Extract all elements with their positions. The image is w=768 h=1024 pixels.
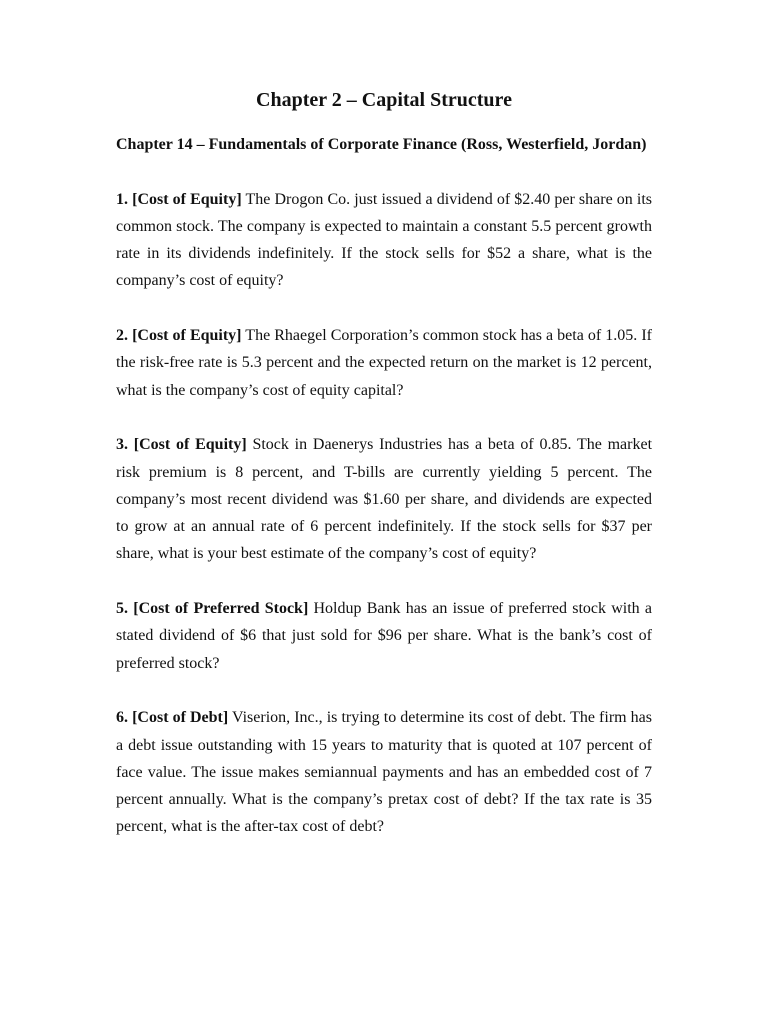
problem-topic: [Cost of Equity] bbox=[132, 327, 242, 345]
problem-text: Viserion, Inc., is trying to determine its cost of debt. The firm has a debt issue outstanding with 15 years to maturity that is quoted at 107 percent of face value. The issue makes semiannual payments and has an embedded cost of 7 percent annually. What is the company’s pretax cost of debt? If the tax rate is 35 percent, what is the after-tax cost of debt? bbox=[116, 709, 652, 836]
problem-text: The Rhaegel Corporation’s common stock has a beta of 1.05. If the risk-free rate is 5.3 percent and the expected return on the market is 12 percent, what is the company’s cost of equity capital? bbox=[116, 327, 652, 399]
problem-5 bbox=[116, 595, 652, 677]
problem-6 bbox=[116, 704, 652, 840]
problem-topic: [Cost of Preferred Stock] bbox=[133, 600, 309, 618]
page-title: Chapter 2 – Capital Structure bbox=[256, 89, 512, 111]
problem-number: 3. bbox=[116, 436, 128, 454]
document-body bbox=[116, 131, 652, 841]
problem-number: 2. bbox=[116, 327, 128, 345]
problem-topic: [Cost of Debt] bbox=[132, 709, 229, 727]
problem-number: 1. bbox=[116, 190, 128, 208]
problem-1 bbox=[116, 186, 652, 295]
problem-number: 5. bbox=[116, 600, 128, 618]
problem-3 bbox=[116, 431, 652, 567]
problem-text: Stock in Daenerys Industries has a beta of 0.85. The market risk premium is 8 percent, and T-bills are currently yielding 5 percent. The company’s most recent dividend was $1.60 per share, and dividends are expected to grow at an annual rate of 6 percent indefinitely. If the stock sells for $37 per share, what is your best estimate of the company’s cost of equity? bbox=[116, 436, 653, 563]
problem-text: Holdup Bank has an issue of preferred stock with a stated dividend of $6 that just sold for $96 per share. What is the bank’s cost of preferred stock? bbox=[116, 600, 653, 672]
chapter-subtitle: Chapter 14 – Fundamentals of Corporate Finance (Ross, Westerfield, Jordan) bbox=[116, 136, 647, 153]
problem-topic: [Cost of Equity] bbox=[132, 190, 242, 208]
problem-2 bbox=[116, 322, 652, 404]
problem-number: 6. bbox=[116, 709, 128, 727]
problem-topic: [Cost of Equity] bbox=[133, 436, 247, 454]
problem-text: The Drogon Co. just issued a dividend of $2.40 per share on its common stock. The company is expected to maintain a constant 5.5 percent growth rate in its dividends indefinitely. If the stock sells for $52 a share, what is the company’s cost of equity? bbox=[116, 190, 652, 290]
